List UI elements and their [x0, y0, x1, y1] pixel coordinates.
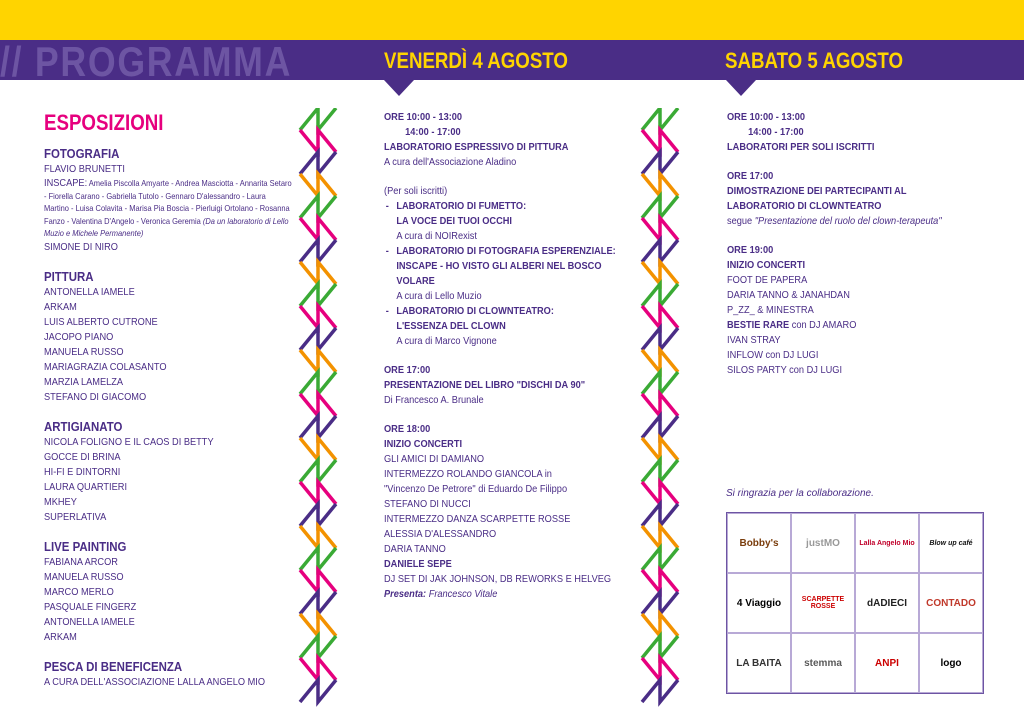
zigzag-stroke: [642, 174, 678, 196]
inscape-block: [44, 177, 293, 240]
sponsor-logo-text: dADIECI: [867, 597, 907, 609]
zigzag-stroke: [300, 350, 336, 372]
zigzag-stroke: [300, 240, 336, 262]
segue-label: segue: [727, 215, 753, 227]
sponsor-logo-text: justMO: [806, 537, 840, 549]
zigzag-stroke: [300, 504, 336, 526]
friday-time-1b: 14:00 - 17:00: [405, 126, 461, 138]
pittura-heading: PITTURA: [44, 268, 94, 284]
friday-presentation: PRESENTAZIONE DEL LIBRO "DISCHI DA 90": [384, 379, 586, 391]
zigzag-stroke: [300, 460, 336, 482]
sponsor-logo: [791, 633, 855, 693]
live-painting-list: [44, 555, 293, 645]
zigzag-stroke: [642, 658, 678, 680]
live-painting-item: MANUELA RUSSO: [44, 570, 124, 583]
fotografia-heading: FOTOGRAFIA: [44, 146, 120, 161]
artigianato-heading: ARTIGIANATO: [44, 418, 123, 434]
pittura-item: MARIAGRAZIA COLASANTO: [44, 360, 167, 373]
zigzag-stroke: [642, 504, 678, 526]
saturday-column: [727, 110, 977, 378]
pesca-item: A CURA DELL'ASSOCIAZIONE LALLA ANGELO MIO: [44, 675, 266, 688]
zigzag-stroke: [642, 372, 678, 394]
friday-lab-3-by: A cura di Lello Muzio: [396, 290, 482, 302]
bestie-with: con DJ AMARO: [791, 319, 857, 331]
programma-title: // PROGRAMMA: [0, 38, 293, 85]
zigzag-stroke: [300, 416, 336, 438]
friday-concert-item: INTERMEZZO DANZA SCARPETTE ROSSE: [384, 513, 571, 525]
zigzag-stroke: [642, 284, 678, 306]
saturday-time-2: ORE 17:00: [727, 170, 774, 182]
sponsor-logo: [727, 513, 791, 573]
friday-time-2: ORE 17:00: [384, 364, 431, 376]
zigzag-stroke: [642, 570, 678, 592]
saturday-lab: LABORATORI PER SOLI ISCRITTI: [727, 141, 875, 153]
zigzag-stroke: [300, 680, 336, 702]
sponsor-logo-text: ANPI: [875, 657, 899, 669]
sponsor-logo: [855, 633, 919, 693]
pittura-item: LUIS ALBERTO CUTRONE: [44, 315, 158, 328]
zigzag-stroke: [300, 372, 336, 394]
zigzag-stroke: [300, 218, 336, 240]
exhibitions-column: [44, 110, 294, 690]
friday-lab-3b: INSCAPE - HO VISTO GLI ALBERI NEL BOSCO: [396, 260, 602, 272]
zigzag-stroke: [642, 614, 678, 636]
zigzag-stroke: [300, 548, 336, 570]
live-painting-item: PASQUALE FINGERZ: [44, 600, 137, 613]
saturday-concerts-start: INIZIO CONCERTI: [727, 259, 806, 271]
zigzag-stroke: [642, 350, 678, 372]
zigzag-stroke: [300, 394, 336, 416]
friday-time-3: ORE 18:00: [384, 423, 431, 435]
sponsor-logo-text: Bobby's: [739, 537, 779, 549]
saturday-demo-1: DIMOSTRAZIONE DEI PARTECIPANTI AL: [727, 185, 907, 197]
friday-presentation-by: Di Francesco A. Brunale: [384, 394, 484, 406]
exhibitions-title: ESPOSIZIONI: [44, 110, 164, 135]
presenta-name: Francesco Vitale: [428, 588, 498, 600]
artigianato-list: [44, 435, 293, 525]
sponsor-logo-grid: [726, 512, 984, 694]
zigzag-stroke: [300, 438, 336, 460]
saturday-time-3: ORE 19:00: [727, 244, 774, 256]
friday-notch: [384, 80, 414, 96]
pittura-item: MANUELA RUSSO: [44, 345, 124, 358]
sponsor-logo-text: CONTADO: [926, 597, 976, 609]
fotografia-item: SIMONE DI NIRO: [44, 240, 118, 253]
sponsor-logo-text: SCARPETTE ROSSE: [801, 596, 845, 610]
zigzag-stroke: [300, 130, 336, 152]
friday-soli: (Per soli iscritti): [384, 185, 448, 197]
inscape-names: Amelia Piscolla Amyarte - Andrea Masciotta - Annarita Setaro - Fiorella Carano - Gabriella Tutolo - Gennaro D'alessandro - Laura Martino - Luisa Colavita - Marisa Pia Boscia - Pierluigi Ortolano - Rosanna Fanzo - Valentina D'Angelo - Veronica Geremia: [44, 178, 292, 226]
pittura-item: ANTONELLA IAMELE: [44, 285, 135, 298]
sponsor-logo: [791, 573, 855, 633]
zigzag-stroke: [300, 262, 336, 284]
silos: SILOS PARTY: [727, 364, 787, 376]
zigzag-stroke: [300, 482, 336, 504]
live-painting-item: ANTONELLA IAMELE: [44, 615, 135, 628]
saturday-heading: SABATO 5 AGOSTO: [725, 48, 904, 73]
fotografia-item: FLAVIO BRUNETTI: [44, 163, 125, 175]
friday-heading: VENERDÌ 4 AGOSTO: [384, 48, 568, 73]
saturday-time-1: ORE 10:00 - 13:00: [727, 111, 806, 123]
friday-lab-1: LABORATORIO ESPRESSIVO DI PITTURA: [384, 141, 569, 153]
friday-column: [384, 110, 634, 602]
friday-lab-2-by: A cura di NOIRexist: [396, 230, 477, 242]
zigzag-stroke: [642, 592, 678, 614]
saturday-act: P_ZZ_ & MINESTRA: [727, 304, 814, 316]
zigzag-decoration-left: [298, 108, 338, 718]
friday-concert-item: DARIA TANNO: [384, 543, 446, 555]
sponsor-logo-text: Lalla Angelo Mio: [859, 539, 915, 547]
zigzag-stroke: [642, 482, 678, 504]
zigzag-stroke: [642, 218, 678, 240]
friday-lab-1-by: A cura dell'Associazione Aladino: [384, 156, 517, 168]
zigzag-stroke: [300, 284, 336, 306]
thanks-note: Si ringrazia per la collaborazione.: [726, 488, 874, 499]
zigzag-stroke: [300, 306, 336, 328]
bestie-rare: BESTIE RARE: [727, 319, 790, 331]
pittura-item: JACOPO PIANO: [44, 330, 114, 343]
zigzag-stroke: [300, 174, 336, 196]
sponsor-logo: [855, 573, 919, 633]
zigzag-stroke: [642, 636, 678, 658]
pittura-list: [44, 285, 293, 405]
saturday-act: FOOT DE PAPERA: [727, 274, 808, 286]
sponsor-logo: [919, 513, 983, 573]
zigzag-stroke: [642, 680, 678, 702]
saturday-acts-list: [727, 273, 976, 318]
friday-time-1: ORE 10:00 - 13:00: [384, 111, 463, 123]
artigianato-item: GOCCE DI BRINA: [44, 450, 121, 463]
presenta-label: Presenta:: [384, 588, 427, 600]
inflow: INFLOW: [727, 349, 763, 361]
zigzag-stroke: [300, 328, 336, 350]
inscape-label: INSCAPE:: [44, 177, 88, 189]
sponsor-logo: [727, 633, 791, 693]
friday-lab-2a: - LABORATORIO DI FUMETTO:: [384, 199, 633, 214]
friday-lab-2b: LA VOCE DEI TUOI OCCHI: [396, 215, 512, 227]
zigzag-stroke: [642, 108, 678, 130]
zigzag-stroke: [300, 636, 336, 658]
top-yellow-bar: [0, 0, 1024, 40]
friday-sepe: DANIELE SEPE: [384, 558, 452, 570]
zigzag-stroke: [642, 394, 678, 416]
zigzag-stroke: [300, 592, 336, 614]
zigzag-stroke: [642, 306, 678, 328]
pittura-item: STEFANO DI GIACOMO: [44, 390, 147, 403]
friday-lab-4-by: A cura di Marco Vignone: [396, 335, 497, 347]
live-painting-item: MARCO MERLO: [44, 585, 114, 598]
zigzag-stroke: [642, 240, 678, 262]
zigzag-stroke: [642, 196, 678, 218]
zigzag-stroke: [300, 658, 336, 680]
artigianato-item: HI-FI E DINTORNI: [44, 465, 121, 478]
inflow-with: con DJ LUGI: [765, 349, 819, 361]
saturday-notch: [726, 80, 756, 96]
zigzag-stroke: [642, 548, 678, 570]
zigzag-decoration-right: [640, 108, 680, 718]
friday-concert-item: ALESSIA D'ALESSANDRO: [384, 528, 497, 540]
zigzag-stroke: [642, 460, 678, 482]
zigzag-stroke: [300, 196, 336, 218]
friday-concert-item: "Vincenzo De Petrore" di Eduardo De Filippo: [384, 483, 568, 495]
sponsor-logo: [727, 573, 791, 633]
zigzag-stroke: [300, 526, 336, 548]
zigzag-stroke: [642, 152, 678, 174]
sponsor-logo: [855, 513, 919, 573]
zigzag-stroke: [642, 130, 678, 152]
friday-concerts-list: [384, 452, 633, 557]
saturday-time-1b: 14:00 - 17:00: [748, 126, 804, 138]
pittura-item: MARZIA LAMELZA: [44, 375, 124, 388]
sponsor-logo: [919, 573, 983, 633]
artigianato-item: SUPERLATIVA: [44, 510, 107, 523]
zigzag-stroke: [642, 526, 678, 548]
friday-concert-item: GLI AMICI DI DAMIANO: [384, 453, 485, 465]
artigianato-item: LAURA QUARTIERI: [44, 480, 128, 493]
pesca-heading: PESCA DI BENEFICENZA: [44, 658, 183, 674]
friday-lab-4b: L'ESSENZA DEL CLOWN: [396, 320, 506, 332]
zigzag-stroke: [300, 570, 336, 592]
zigzag-stroke: [642, 262, 678, 284]
friday-concerts-start: INIZIO CONCERTI: [384, 438, 463, 450]
saturday-act: DARIA TANNO & JANAHDAN: [727, 289, 850, 301]
sponsor-logo-text: logo: [940, 657, 962, 669]
friday-concert-item: INTERMEZZO ROLANDO GIANCOLA in: [384, 468, 552, 480]
zigzag-stroke: [642, 438, 678, 460]
sponsor-logo: [791, 513, 855, 573]
sponsor-logo-text: stemma: [804, 657, 842, 669]
zigzag-stroke: [300, 614, 336, 636]
artigianato-item: MKHEY: [44, 495, 77, 508]
friday-concert-item: STEFANO DI NUCCI: [384, 498, 471, 510]
live-painting-item: FABIANA ARCOR: [44, 555, 118, 568]
zigzag-stroke: [300, 152, 336, 174]
friday-lab-3c: VOLARE: [396, 275, 435, 287]
friday-djset: DJ SET DI JAK JOHNSON, DB REWORKS E HELVEG: [384, 573, 612, 585]
segue-text: "Presentazione del ruolo del clown-terapeuta": [754, 215, 942, 227]
sponsor-logo: [919, 633, 983, 693]
pittura-item: ARKAM: [44, 300, 77, 313]
saturday-demo-2: LABORATORIO DI CLOWNTEATRO: [727, 200, 882, 212]
artigianato-item: NICOLA FOLIGNO E IL CAOS DI BETTY: [44, 435, 214, 448]
live-painting-heading: LIVE PAINTING: [44, 538, 127, 554]
zigzag-stroke: [642, 416, 678, 438]
friday-lab-3a: - LABORATORIO DI FOTOGRAFIA ESPERENZIALE:: [384, 244, 633, 259]
sponsor-logo-text: 4 Viaggio: [736, 597, 782, 609]
saturday-act: IVAN STRAY: [727, 334, 781, 346]
sponsor-logo-text: LA BAITA: [736, 657, 782, 669]
zigzag-stroke: [642, 328, 678, 350]
sponsor-logo-text: Blow up café: [929, 539, 973, 547]
live-painting-item: ARKAM: [44, 630, 77, 643]
zigzag-stroke: [300, 108, 336, 130]
friday-lab-4a: - LABORATORIO DI CLOWNTEATRO:: [384, 304, 633, 319]
silos-with: con DJ LUGI: [789, 364, 843, 376]
inscape-note: (Da un laboratorio di Lello Muzio e Michele Permanente): [44, 215, 289, 238]
